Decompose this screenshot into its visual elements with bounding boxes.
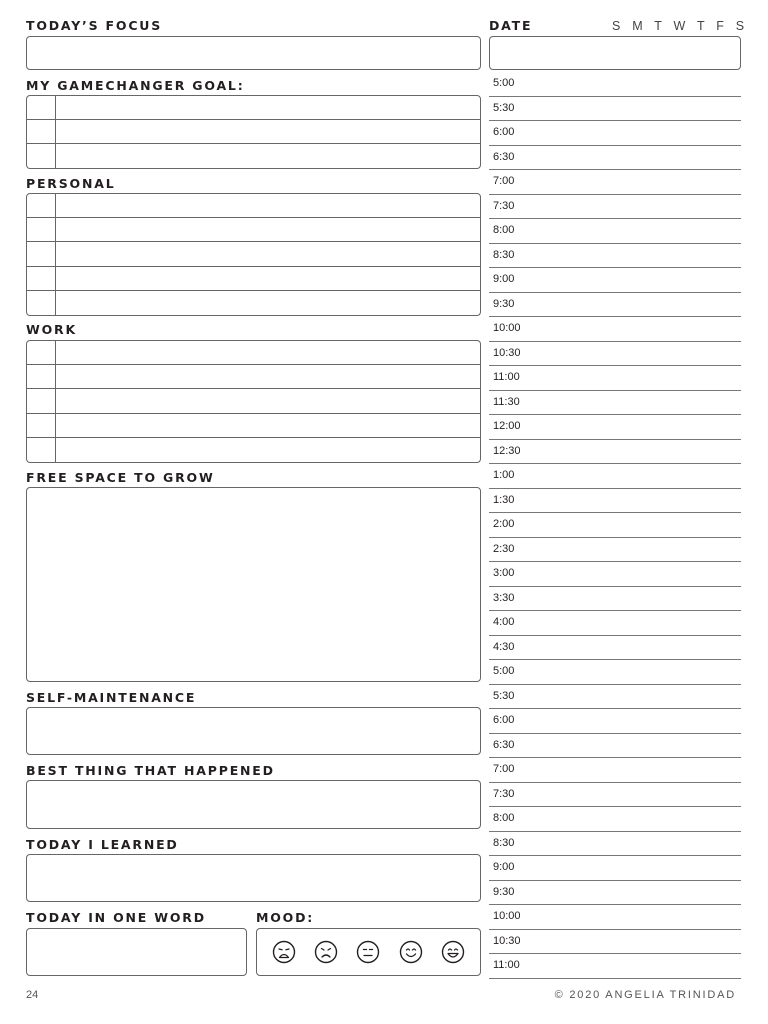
mood-label: MOOD: bbox=[256, 910, 315, 925]
time-slot[interactable]: 11:00 bbox=[489, 954, 741, 979]
time-slot[interactable]: 9:00 bbox=[489, 268, 741, 293]
work-label: WORK bbox=[26, 322, 77, 337]
today-learned-field[interactable] bbox=[26, 854, 481, 902]
time-slot[interactable]: 7:30 bbox=[489, 195, 741, 220]
work-entry-field[interactable] bbox=[56, 365, 480, 389]
time-slot[interactable]: 5:30 bbox=[489, 685, 741, 710]
checkbox[interactable] bbox=[27, 267, 56, 291]
checkbox[interactable] bbox=[27, 194, 56, 217]
personal-entry-field[interactable] bbox=[56, 194, 480, 217]
date-label: DATE bbox=[489, 18, 533, 33]
time-slot[interactable]: 6:00 bbox=[489, 121, 741, 146]
one-word-field[interactable] bbox=[26, 928, 247, 976]
time-slot[interactable]: 11:30 bbox=[489, 391, 741, 416]
work-entry-field[interactable] bbox=[56, 438, 480, 462]
work-checklist-row bbox=[26, 414, 481, 439]
hourly-schedule bbox=[489, 72, 741, 979]
time-slot[interactable]: 7:00 bbox=[489, 758, 741, 783]
work-checklist-row bbox=[26, 438, 481, 463]
personal-entry-field[interactable] bbox=[56, 242, 480, 266]
work-checklist-row bbox=[26, 389, 481, 414]
goal-entry-field[interactable] bbox=[56, 144, 480, 168]
personal-checklist bbox=[26, 193, 481, 316]
work-entry-field[interactable] bbox=[56, 341, 480, 364]
free-space-field[interactable] bbox=[26, 487, 481, 682]
time-slot[interactable]: 6:00 bbox=[489, 709, 741, 734]
best-thing-label: BEST THING THAT HAPPENED bbox=[26, 763, 275, 778]
checkbox[interactable] bbox=[27, 389, 56, 413]
time-slot[interactable]: 4:30 bbox=[489, 636, 741, 661]
goal-checklist-row bbox=[26, 144, 481, 169]
goal-entry-field[interactable] bbox=[56, 96, 480, 119]
goal-checklist-row bbox=[26, 95, 481, 120]
copyright-notice: © 2020 ANGELIA TRINIDAD bbox=[554, 989, 736, 1001]
work-entry-field[interactable] bbox=[56, 414, 480, 438]
checkbox[interactable] bbox=[27, 438, 56, 462]
personal-checklist-row bbox=[26, 291, 481, 316]
neutral-face-icon[interactable] bbox=[356, 940, 380, 964]
time-slot[interactable]: 1:00 bbox=[489, 464, 741, 489]
personal-entry-field[interactable] bbox=[56, 291, 480, 315]
personal-entry-field[interactable] bbox=[56, 267, 480, 291]
time-slot[interactable]: 8:30 bbox=[489, 244, 741, 269]
free-space-label: FREE SPACE TO GROW bbox=[26, 470, 215, 485]
mood-selector bbox=[256, 928, 481, 976]
time-slot[interactable]: 2:30 bbox=[489, 538, 741, 563]
time-slot[interactable]: 4:00 bbox=[489, 611, 741, 636]
time-slot[interactable]: 8:00 bbox=[489, 219, 741, 244]
today-learned-label: TODAY I LEARNED bbox=[26, 837, 179, 852]
time-slot[interactable]: 7:00 bbox=[489, 170, 741, 195]
checkbox[interactable] bbox=[27, 365, 56, 389]
time-slot[interactable]: 9:30 bbox=[489, 293, 741, 318]
time-slot[interactable]: 5:30 bbox=[489, 97, 741, 122]
todays-focus-label: TODAY’S FOCUS bbox=[26, 18, 163, 33]
time-slot[interactable]: 10:30 bbox=[489, 342, 741, 367]
weekday-selector[interactable]: S M T W T F S bbox=[612, 19, 749, 33]
happy-face-icon[interactable] bbox=[441, 940, 465, 964]
time-slot[interactable]: 10:00 bbox=[489, 905, 741, 930]
time-slot[interactable]: 11:00 bbox=[489, 366, 741, 391]
time-slot[interactable]: 6:30 bbox=[489, 146, 741, 171]
time-slot[interactable]: 7:30 bbox=[489, 783, 741, 808]
personal-label: PERSONAL bbox=[26, 176, 116, 191]
date-field[interactable] bbox=[489, 36, 741, 70]
time-slot[interactable]: 5:00 bbox=[489, 72, 741, 97]
sad-face-icon[interactable] bbox=[314, 940, 338, 964]
best-thing-field[interactable] bbox=[26, 780, 481, 829]
smile-face-icon[interactable] bbox=[399, 940, 423, 964]
self-maintenance-field[interactable] bbox=[26, 707, 481, 755]
personal-checklist-row bbox=[26, 193, 481, 218]
time-slot[interactable]: 10:30 bbox=[489, 930, 741, 955]
time-slot[interactable]: 9:30 bbox=[489, 881, 741, 906]
todays-focus-field[interactable] bbox=[26, 36, 481, 70]
time-slot[interactable]: 1:30 bbox=[489, 489, 741, 514]
personal-entry-field[interactable] bbox=[56, 218, 480, 242]
work-checklist bbox=[26, 340, 481, 463]
checkbox[interactable] bbox=[27, 291, 56, 315]
checkbox[interactable] bbox=[27, 414, 56, 438]
personal-checklist-row bbox=[26, 242, 481, 267]
checkbox[interactable] bbox=[27, 120, 56, 144]
checkbox[interactable] bbox=[27, 242, 56, 266]
time-slot[interactable]: 8:00 bbox=[489, 807, 741, 832]
page-number: 24 bbox=[26, 989, 39, 1001]
goal-entry-field[interactable] bbox=[56, 120, 480, 144]
personal-checklist-row bbox=[26, 267, 481, 292]
time-slot[interactable]: 9:00 bbox=[489, 856, 741, 881]
work-checklist-row bbox=[26, 365, 481, 390]
checkbox[interactable] bbox=[27, 96, 56, 119]
checkbox[interactable] bbox=[27, 144, 56, 168]
goal-checklist-row bbox=[26, 120, 481, 145]
time-slot[interactable]: 2:00 bbox=[489, 513, 741, 538]
time-slot[interactable]: 12:00 bbox=[489, 415, 741, 440]
time-slot[interactable]: 5:00 bbox=[489, 660, 741, 685]
checkbox[interactable] bbox=[27, 218, 56, 242]
time-slot[interactable]: 3:00 bbox=[489, 562, 741, 587]
time-slot[interactable]: 10:00 bbox=[489, 317, 741, 342]
time-slot[interactable]: 6:30 bbox=[489, 734, 741, 759]
very-sad-face-icon[interactable] bbox=[272, 940, 296, 964]
self-maintenance-label: SELF-MAINTENANCE bbox=[26, 690, 197, 705]
work-checklist-row bbox=[26, 340, 481, 365]
time-slot[interactable]: 3:30 bbox=[489, 587, 741, 612]
checkbox[interactable] bbox=[27, 341, 56, 364]
time-slot[interactable]: 12:30 bbox=[489, 440, 741, 465]
personal-checklist-row bbox=[26, 218, 481, 243]
one-word-label: TODAY IN ONE WORD bbox=[26, 910, 206, 925]
gamechanger-goal-checklist bbox=[26, 95, 481, 169]
gamechanger-goal-label: MY GAMECHANGER GOAL: bbox=[26, 78, 245, 93]
work-entry-field[interactable] bbox=[56, 389, 480, 413]
time-slot[interactable]: 8:30 bbox=[489, 832, 741, 857]
